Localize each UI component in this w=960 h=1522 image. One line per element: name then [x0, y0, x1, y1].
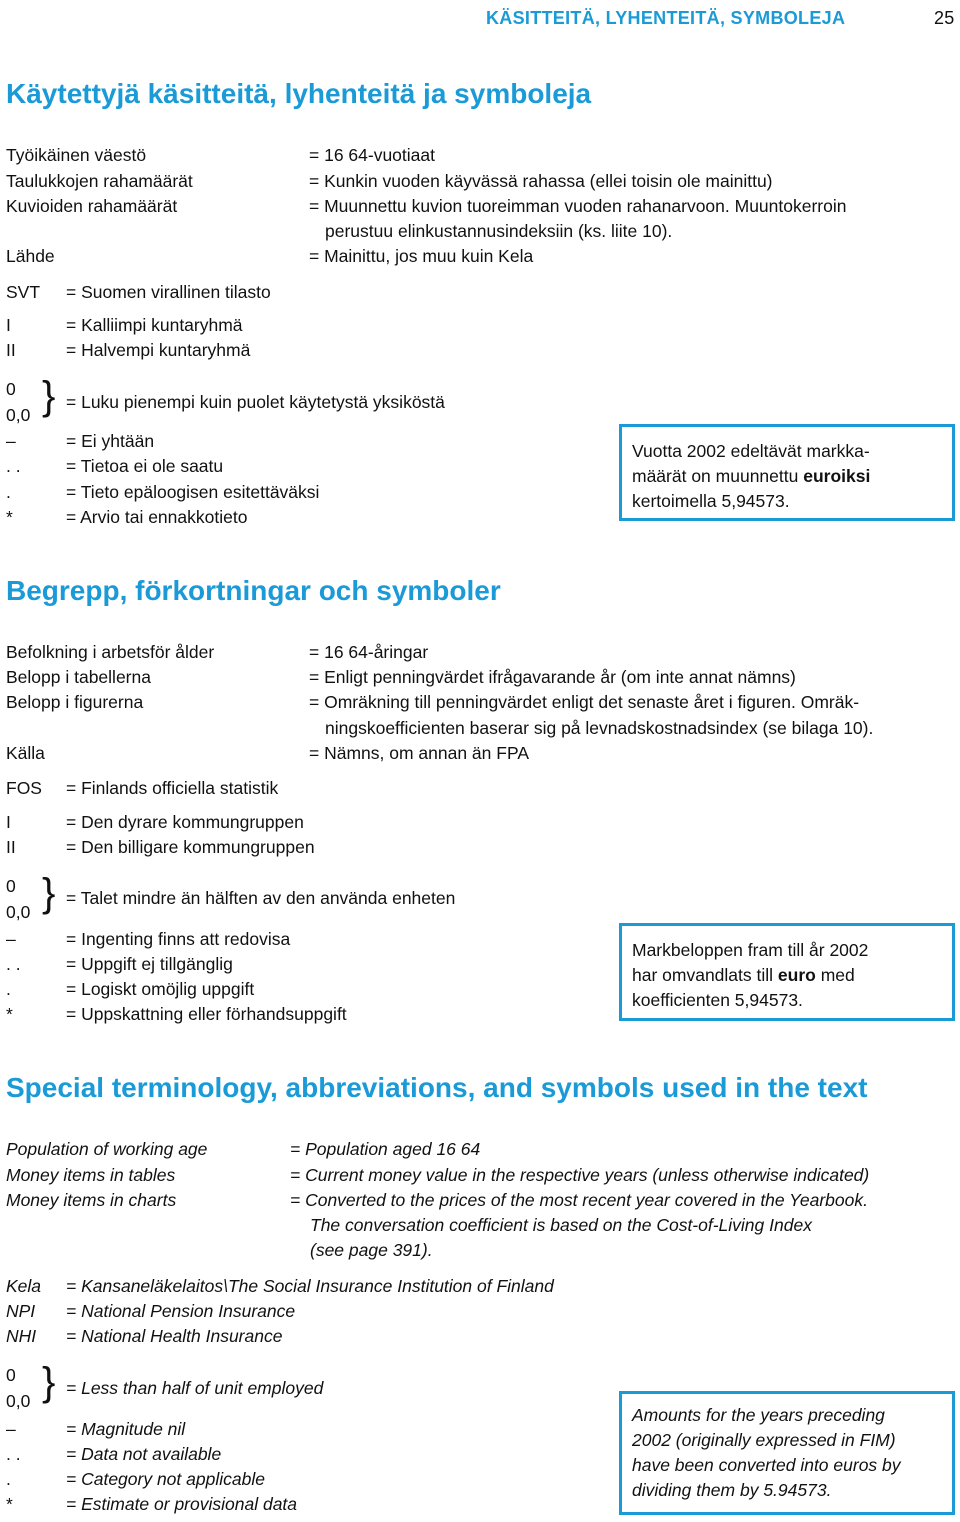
page-number: 25 — [934, 8, 955, 28]
fi-note-line: määrät on muunnettu euroiksi — [632, 466, 871, 486]
en-def-continued: The conversation coefficient is based on the Cost-of-Living Index — [310, 1215, 812, 1235]
en-note-line: dividing them by 5.94573. — [632, 1480, 832, 1500]
fi-def: = Kunkin vuoden käyvässä rahassa (ellei toisin ole mainittu) — [309, 171, 773, 191]
fi-term: Lähde — [6, 246, 55, 266]
fi-note-line: kertoimella 5,94573. — [632, 491, 790, 511]
fi-abbr-def: = Kalliimpi kuntaryhmä — [66, 315, 243, 335]
sv-abbr-code: II — [6, 837, 16, 857]
en-symbol-def: = Estimate or provisional data — [66, 1494, 298, 1514]
sv-def: = 16 64-åringar — [309, 642, 429, 662]
fi-zero-decimal-symbol: 0,0 — [6, 405, 31, 425]
sv-def: = Enligt penningvärdet ifrågavarande år (om inte annat nämns) — [309, 667, 796, 687]
en-def: = Population aged 16 64 — [290, 1139, 481, 1159]
en-abbr-code: NPI — [6, 1301, 36, 1321]
en-symbol: . . — [6, 1444, 21, 1464]
en-def: = Current money value in the respective years (unless otherwise indicated) — [290, 1165, 870, 1185]
en-abbr-def: = National Health Insurance — [66, 1326, 283, 1346]
fi-symbol: . . — [6, 456, 21, 476]
fi-symbol-def: = Tieto epäloogisen esitettäväksi — [66, 482, 320, 502]
sv-abbr-def: = Den dyrare kommungruppen — [66, 812, 304, 832]
en-def-continued: (see page 391). — [310, 1240, 433, 1260]
en-note-line: 2002 (originally expressed in FIM) — [632, 1430, 896, 1450]
fi-symbol-def: = Tietoa ei ole saatu — [66, 456, 224, 476]
curly-bracket: } — [42, 374, 56, 418]
fi-zero-def: = Luku pienempi kuin puolet käytetystä yksiköstä — [66, 392, 445, 412]
sv-section-title: Begrepp, förkortningar och symboler — [6, 575, 501, 606]
en-zero-decimal-symbol: 0,0 — [6, 1391, 31, 1411]
sv-def: = Nämns, om annan än FPA — [309, 743, 529, 763]
en-section-title: Special terminology, abbreviations, and symbols used in the text — [6, 1072, 868, 1103]
en-abbr-def: = National Pension Insurance — [66, 1301, 296, 1321]
fi-abbr-code: I — [6, 315, 11, 335]
sv-zero-def: = Talet mindre än hälften av den använda enheten — [66, 888, 456, 908]
fi-symbol: . — [6, 482, 11, 502]
en-def: = Converted to the prices of the most recent year covered in the Yearbook. — [290, 1190, 868, 1210]
sv-term: Belopp i figurerna — [6, 692, 144, 712]
sv-symbol: * — [6, 1004, 13, 1024]
en-symbol-def: = Data not available — [66, 1444, 222, 1464]
fi-symbol-def: = Ei yhtään — [66, 431, 155, 451]
fi-zero-symbol: 0 — [6, 379, 16, 399]
fi-note-line: Vuotta 2002 edeltävät markka- — [632, 441, 870, 461]
sv-symbol-def: = Ingenting finns att redovisa — [66, 929, 291, 949]
fi-def: = Muunnettu kuvion tuoreimman vuoden rahanarvoon. Muuntokerroin — [309, 196, 847, 216]
sv-abbr-def: = Finlands officiella statistik — [66, 778, 279, 798]
en-zero-def: = Less than half of unit employed — [66, 1378, 324, 1398]
en-zero-symbol: 0 — [6, 1365, 16, 1385]
sv-symbol-def: = Uppgift ej tillgänglig — [66, 954, 233, 974]
curly-bracket: } — [42, 871, 56, 915]
sv-abbr-code: I — [6, 812, 11, 832]
sv-symbol: – — [6, 929, 16, 949]
curly-bracket: } — [42, 1360, 56, 1404]
sv-zero-decimal-symbol: 0,0 — [6, 902, 31, 922]
sv-abbr-code: FOS — [6, 778, 42, 798]
sv-symbol-def: = Logiskt omöjlig uppgift — [66, 979, 255, 999]
sv-def: = Omräkning till penningvärdet enligt det senaste året i figuren. Omräk- — [309, 692, 860, 712]
fi-def-continued: perustuu elinkustannusindeksiin (ks. liite 10). — [325, 221, 673, 241]
fi-def: = 16 64-vuotiaat — [309, 145, 435, 165]
fi-def: = Mainittu, jos muu kuin Kela — [309, 246, 534, 266]
running-header: KÄSITTEITÄ, LYHENTEITÄ, SYMBOLEJA — [486, 8, 846, 28]
en-abbr-def: = Kansaneläkelaitos\The Social Insurance Institution of Finland — [66, 1276, 554, 1296]
sv-term: Befolkning i arbetsför ålder — [6, 642, 215, 662]
sv-abbr-def: = Den billigare kommungruppen — [66, 837, 315, 857]
fi-abbr-code: SVT — [6, 282, 41, 302]
sv-note-line: har omvandlats till euro med — [632, 965, 855, 985]
sv-symbol: . . — [6, 954, 21, 974]
sv-term: Belopp i tabellerna — [6, 667, 151, 687]
fi-symbol-def: = Arvio tai ennakkotieto — [66, 507, 248, 527]
en-symbol-def: = Magnitude nil — [66, 1419, 186, 1439]
en-abbr-code: Kela — [6, 1276, 42, 1296]
en-note-box — [619, 1391, 955, 1515]
fi-symbol: * — [6, 507, 13, 527]
sv-term: Källa — [6, 743, 45, 763]
sv-def-continued: ningskoefficienten baserar sig på levnadskostnadsindex (se bilaga 10). — [325, 718, 874, 738]
fi-section-title: Käytettyjä käsitteitä, lyhenteitä ja symboleja — [6, 78, 592, 109]
fi-term: Työikäinen väestö — [6, 145, 147, 165]
sv-symbol: . — [6, 979, 11, 999]
fi-term: Kuvioiden rahamäärät — [6, 196, 178, 216]
sv-note-box — [619, 923, 955, 1021]
en-term: Population of working age — [6, 1139, 208, 1159]
fi-symbol: – — [6, 431, 16, 451]
sv-zero-symbol: 0 — [6, 876, 16, 896]
en-term: Money items in charts — [6, 1190, 177, 1210]
fi-note-box — [619, 424, 955, 521]
en-term: Money items in tables — [6, 1165, 176, 1185]
fi-abbr-code: II — [6, 340, 16, 360]
en-symbol-def: = Category not applicable — [66, 1469, 265, 1489]
en-note-line: Amounts for the years preceding — [632, 1405, 885, 1425]
en-abbr-code: NHI — [6, 1326, 37, 1346]
fi-abbr-def: = Suomen virallinen tilasto — [66, 282, 271, 302]
sv-symbol-def: = Uppskattning eller förhandsuppgift — [66, 1004, 347, 1024]
en-symbol: . — [6, 1469, 11, 1489]
en-symbol: * — [6, 1494, 13, 1514]
en-note-line: have been converted into euros by — [632, 1455, 901, 1475]
en-symbol: – — [6, 1419, 16, 1439]
fi-term: Taulukkojen rahamäärät — [6, 171, 193, 191]
sv-note-line: koefficienten 5,94573. — [632, 990, 803, 1010]
sv-note-line: Markbeloppen fram till år 2002 — [632, 940, 869, 960]
fi-abbr-def: = Halvempi kuntaryhmä — [66, 340, 251, 360]
